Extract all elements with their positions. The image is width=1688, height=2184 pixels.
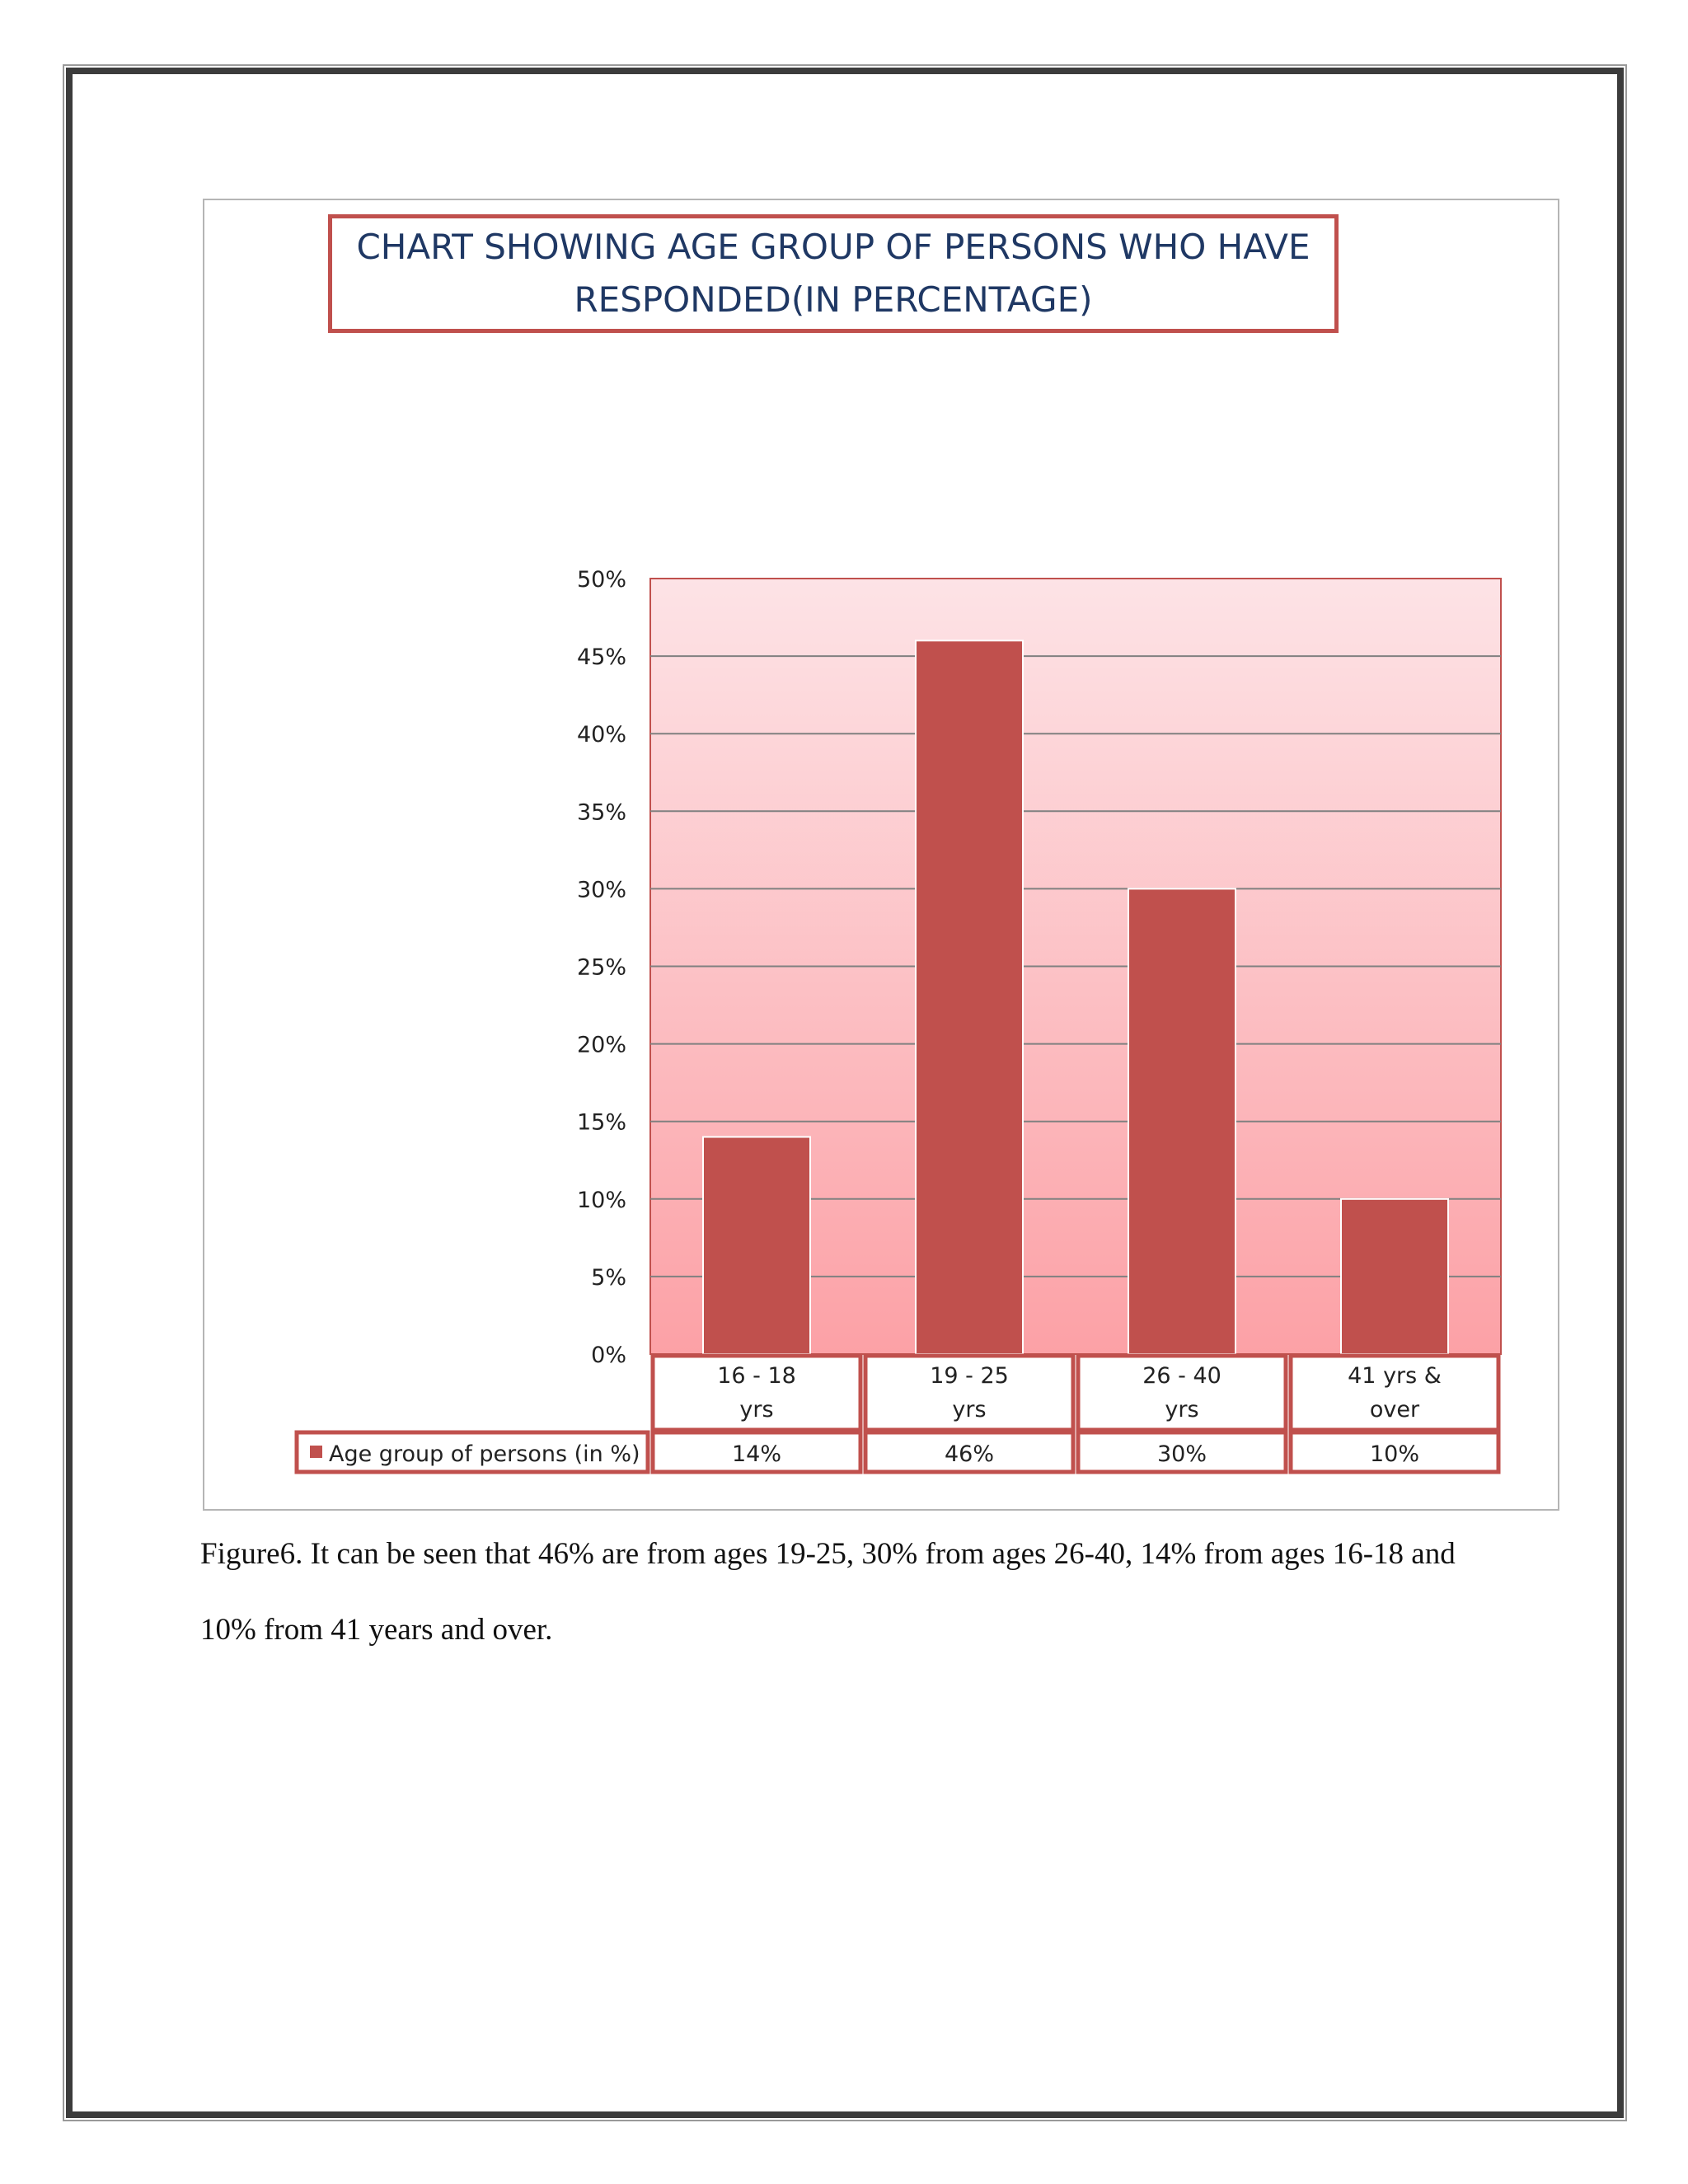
x-tick-label: 26 - 40: [1142, 1363, 1221, 1389]
x-tick-label: over: [1369, 1397, 1420, 1422]
y-tick-label: 45%: [576, 644, 626, 671]
x-tick-label: 16 - 18: [717, 1363, 796, 1389]
y-tick-label: 30%: [576, 877, 626, 903]
x-tick-label: 41 yrs &: [1348, 1363, 1442, 1389]
bar: [703, 1137, 810, 1354]
x-tick-label: yrs: [739, 1397, 774, 1422]
bar: [1341, 1199, 1448, 1354]
chart-title-text: CHART SHOWING AGE GROUP OF PERSONS WHO HAVE RESPONDED(IN PERCENTAGE): [356, 227, 1311, 320]
y-tick-label: 5%: [591, 1264, 626, 1291]
y-tick-label: 0%: [591, 1343, 626, 1368]
figure-caption: Figure6. It can be seen that 46% are from ages 19-25, 30% from ages 26-40, 14% from ages 16-18 and 10% from 41 years and over.: [200, 1537, 1456, 1647]
y-tick-label: 10%: [576, 1187, 626, 1213]
data-label: 14%: [731, 1441, 782, 1467]
data-label: 10%: [1369, 1441, 1420, 1467]
y-tick-label: 50%: [576, 567, 626, 593]
data-label: 46%: [944, 1441, 995, 1467]
legend-label: Age group of persons (in %): [329, 1441, 640, 1467]
y-tick-label: 15%: [576, 1109, 626, 1136]
y-tick-label: 35%: [576, 799, 626, 826]
y-tick-label: 25%: [576, 954, 626, 981]
bar: [916, 640, 1023, 1354]
y-tick-label: 40%: [576, 722, 626, 748]
x-tick-label: yrs: [1165, 1397, 1199, 1422]
x-tick-label: yrs: [952, 1397, 987, 1422]
bar: [1128, 888, 1236, 1354]
x-tick-label: 19 - 25: [930, 1363, 1009, 1389]
y-tick-label: 20%: [576, 1032, 626, 1058]
legend-swatch: [310, 1446, 322, 1458]
data-label: 30%: [1156, 1441, 1207, 1467]
